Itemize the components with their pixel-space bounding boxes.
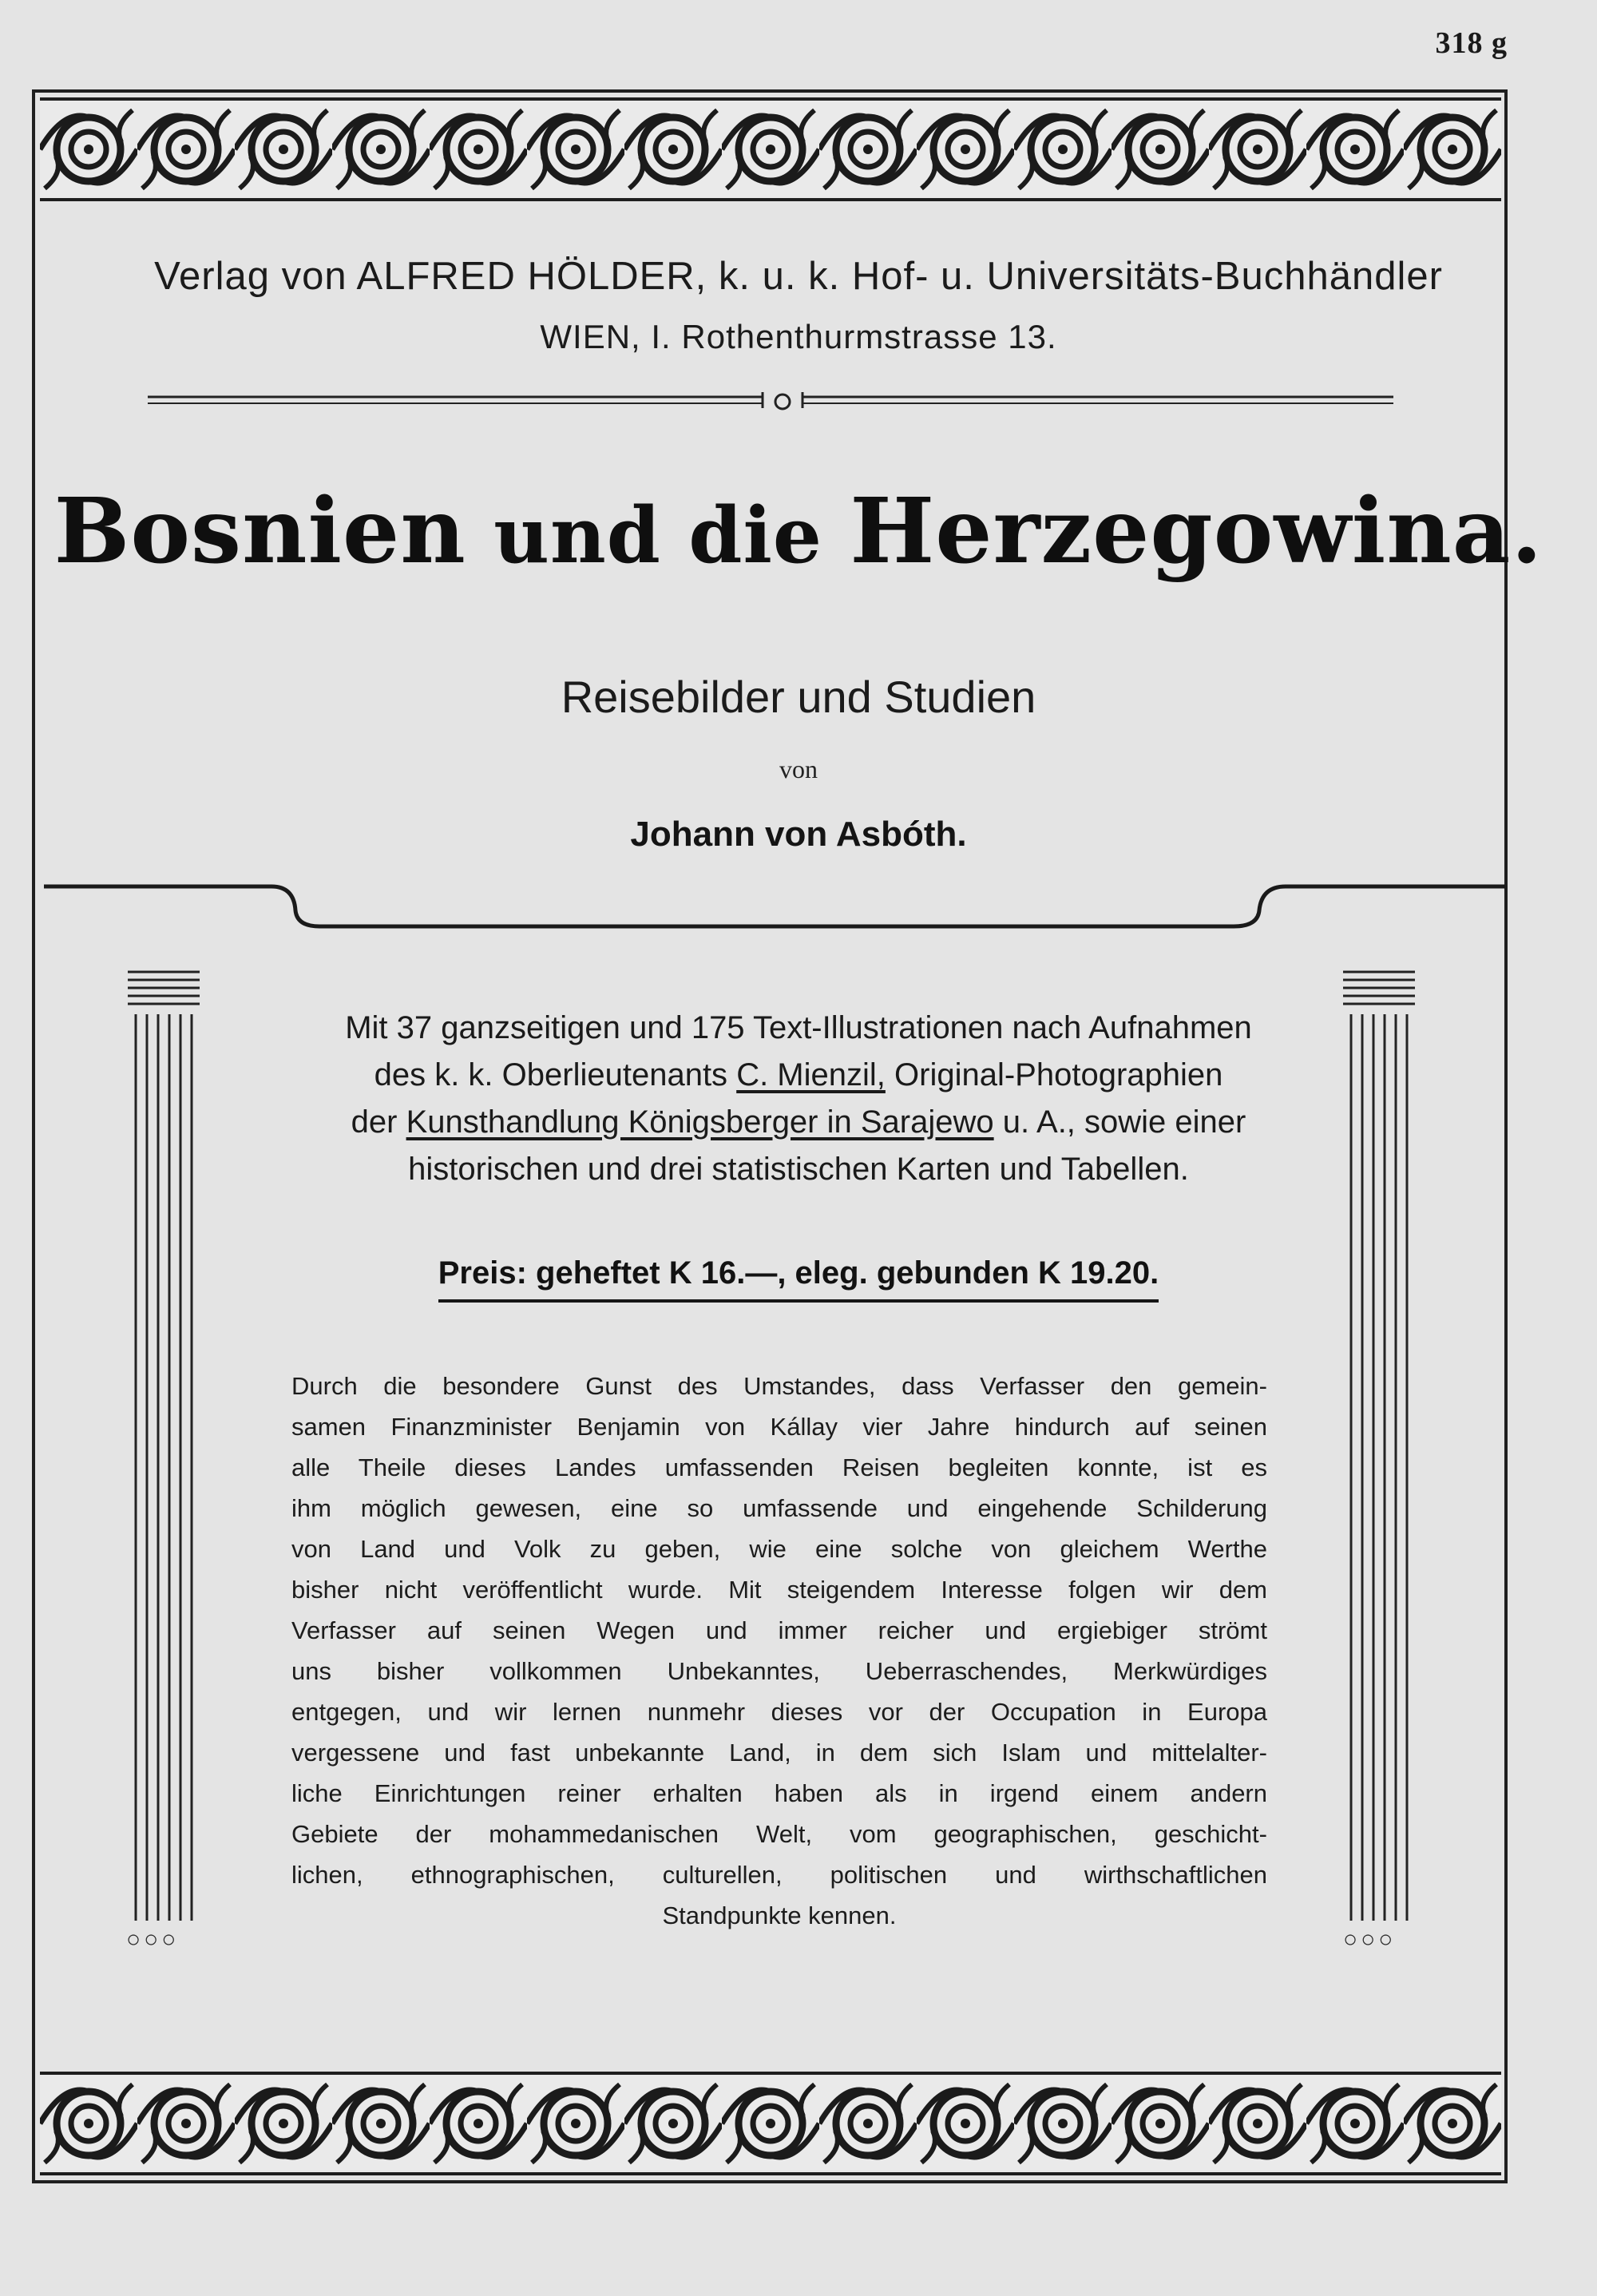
description-paragraph	[291, 1366, 1267, 1936]
illustrations-line-3	[240, 1099, 1357, 1146]
illustrations-line-4: historischen und drei statistischen Karten und Tabellen.	[408, 1152, 1189, 1187]
illustrations-notice	[240, 1005, 1357, 1193]
book-title	[0, 479, 1597, 584]
book-subtitle: Reisebilder und Studien	[561, 672, 1036, 722]
title-part-3: Herzegowina.	[850, 479, 1544, 584]
publisher-address: WIEN, I. Rothenthurmstrasse 13.	[540, 318, 1057, 355]
description-line: uns bisher vollkommen Unbekanntes, Ueberraschendes, Merkwürdiges	[291, 1657, 1267, 1685]
publisher-line: Verlag von ALFRED HÖLDER, k. u. k. Hof- u. Universitäts-Buchhändler	[154, 255, 1443, 298]
illustrations-line-3-post: u. A., sowie einer	[1002, 1104, 1246, 1140]
description-line: von Land und Volk zu geben, wie eine solche von gleichem Werthe	[291, 1535, 1267, 1563]
description-line: Verfasser auf seinen Wegen und immer reicher und ergiebiger strömt	[291, 1616, 1267, 1644]
title-part-1: Bosnien	[53, 479, 466, 584]
photographer-name: C. Mienzil,	[736, 1057, 886, 1092]
description-line: vergessene und fast unbekannte Land, in dem sich Islam und mittelalter-	[291, 1739, 1267, 1767]
description-line: lichen, ethnographischen, culturellen, politischen und wirthschaftlichen	[291, 1861, 1267, 1889]
illustrations-line-2-pre: des k. k. Oberlieutenants	[374, 1057, 728, 1092]
left-circle-ornament: ○○○	[126, 1926, 180, 1953]
price-text: Preis: geheftet K 16.—, eleg. gebunden K 19.20.	[438, 1255, 1159, 1303]
description-line: Durch die besondere Gunst des Umstandes, dass Verfasser den gemein-	[291, 1372, 1267, 1400]
description-line: Gebiete der mohammedanischen Welt, vom geographischen, geschicht-	[291, 1820, 1267, 1848]
description-line: liche Einrichtungen reiner erhalten haben als in irgend einem andern	[291, 1779, 1267, 1807]
illustrations-line-1: Mit 37 ganzseitigen und 175 Text-Illustrationen nach Aufnahmen	[345, 1010, 1252, 1045]
illustrations-line-2-post: Original-Photographien	[894, 1057, 1223, 1092]
book-author: Johann von Asbóth.	[630, 815, 967, 854]
illustrations-line-3-pre: der	[351, 1104, 398, 1140]
price-line	[0, 1255, 1597, 1303]
description-line: ihm möglich gewesen, eine so umfassende und eingehende Schilderung	[291, 1494, 1267, 1522]
description-line: samen Finanzminister Benjamin von Kállay vier Jahre hindurch auf seinen	[291, 1413, 1267, 1441]
page-number: 318 g	[1435, 26, 1508, 60]
small-circle-ornament-icon	[775, 395, 790, 409]
art-shop-name: Kunsthandlung Königsberger in Sarajewo	[406, 1104, 994, 1140]
left-column-ornament	[128, 970, 200, 1925]
by-word: von	[779, 755, 818, 783]
description-line: entgegen, und wir lernen nunmehr dieses vor der Occupation in Europa	[291, 1698, 1267, 1726]
title-part-2: und die	[493, 490, 822, 581]
description-line: alle Theile dieses Landes umfassenden Reisen begleiten konnte, ist es	[291, 1453, 1267, 1481]
description-line: Standpunkte kennen.	[662, 1901, 897, 1929]
description-line: bisher nicht veröffentlicht wurde. Mit steigendem Interesse folgen wir dem	[291, 1576, 1267, 1604]
illustrations-line-2	[240, 1052, 1357, 1099]
right-circle-ornament: ○○○	[1343, 1926, 1397, 1953]
